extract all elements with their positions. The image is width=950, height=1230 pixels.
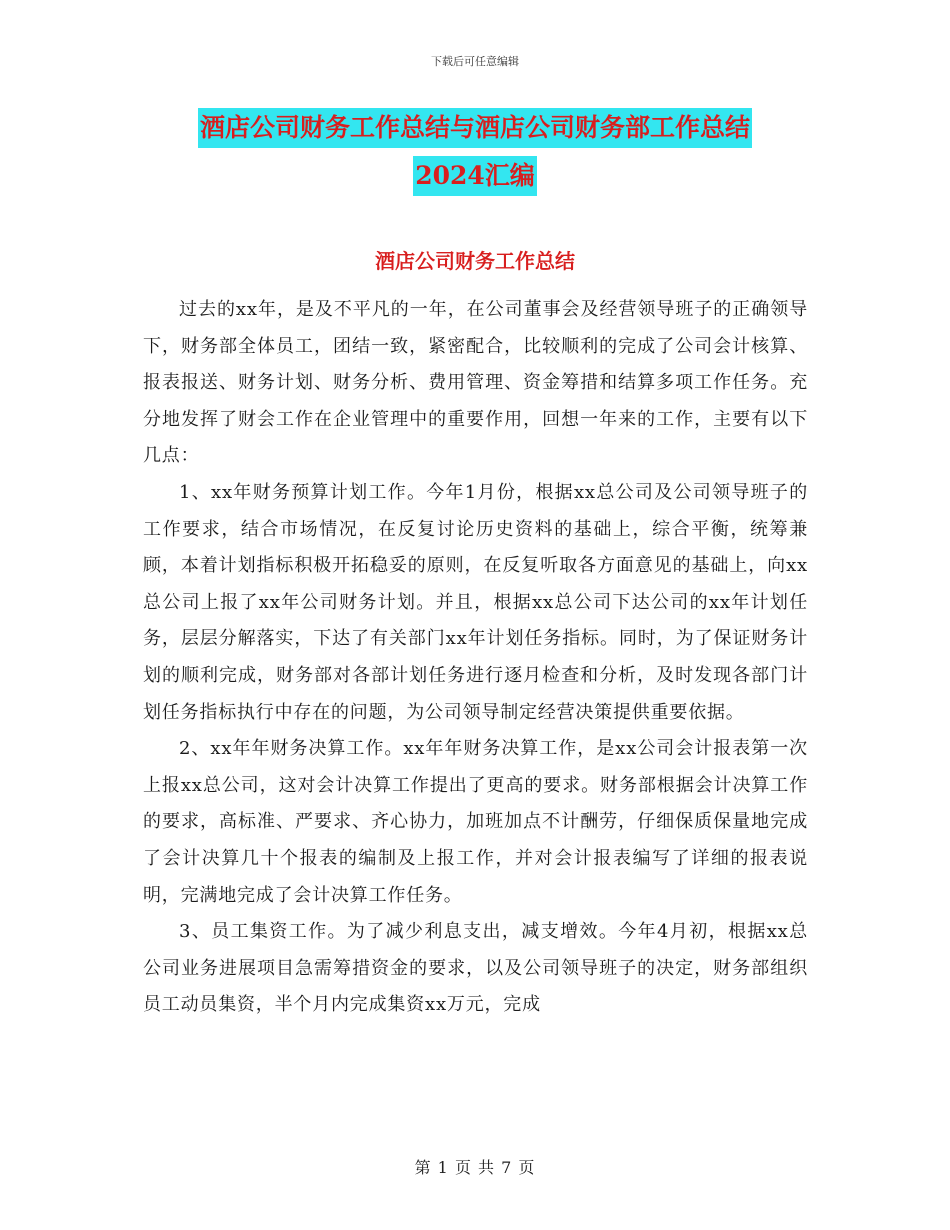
header-note: 下载后可任意编辑 xyxy=(431,55,519,68)
document-title xyxy=(0,108,950,204)
body-text xyxy=(143,292,808,1024)
paragraph-final-accounts: 2、xx年年财务决算工作。xx年年财务决算工作，是xx公司会计报表第一次上报xx总公司，这对会计决算工作提出了更高的要求。财务部根据会计决算工作的要求，高标准、严要求、齐心协力，加班加点不计酬劳，仔细保质保量地完成了会计决算几十个报表的编制及上报工作，并对会计报表编写了详细的报表说明，完满地完成了会计决算工作任务。 xyxy=(143,738,808,906)
paragraph-budget-plan: 1、xx年财务预算计划工作。今年1月份，根据xx总公司及公司领导班子的工作要求，结合市场情况，在反复讨论历史资料的基础上，综合平衡，统筹兼顾，本着计划指标积极开拓稳妥的原则，在反复听取各方面意见的基础上，向xx总公司上报了xx年公司财务计划。并且，根据xx总公司下达公司的xx年计划任务，层层分解落实，下达了有关部门xx年计划任务指标。同时，为了保证财务计划的顺利完成，财务部对各部计划任务进行逐月检查和分析，及时发现各部门计划任务指标执行中存在的问题，为公司领导制定经营决策提供重要依据。 xyxy=(143,481,808,723)
page-number: 第 1 页 共 7 页 xyxy=(414,1158,536,1177)
paragraph-intro: 过去的xx年，是及不平凡的一年，在公司董事会及经营领导班子的正确领导下，财务部全体员工，团结一致，紧密配合，比较顺利的完成了公司会计核算、报表报送、财务计划、财务分析、费用管理、资金筹措和结算多项工作任务。充分地发挥了财会工作在企业管理中的重要作用，回想一年来的工作，主要有以下几点： xyxy=(143,299,808,467)
paragraph-fundraising: 3、员工集资工作。为了减少利息支出，减支增效。今年4月初，根据xx总公司业务进展项目急需筹措资金的要求，以及公司领导班子的决定，财务部组织员工动员集资，半个月内完成集资xx万元，完成 xyxy=(143,921,808,1016)
title-line-2: 2024汇编 xyxy=(413,156,537,196)
section-heading: 酒店公司财务工作总结 xyxy=(375,249,575,273)
title-line-1: 酒店公司财务工作总结与酒店公司财务部工作总结 xyxy=(198,108,752,148)
